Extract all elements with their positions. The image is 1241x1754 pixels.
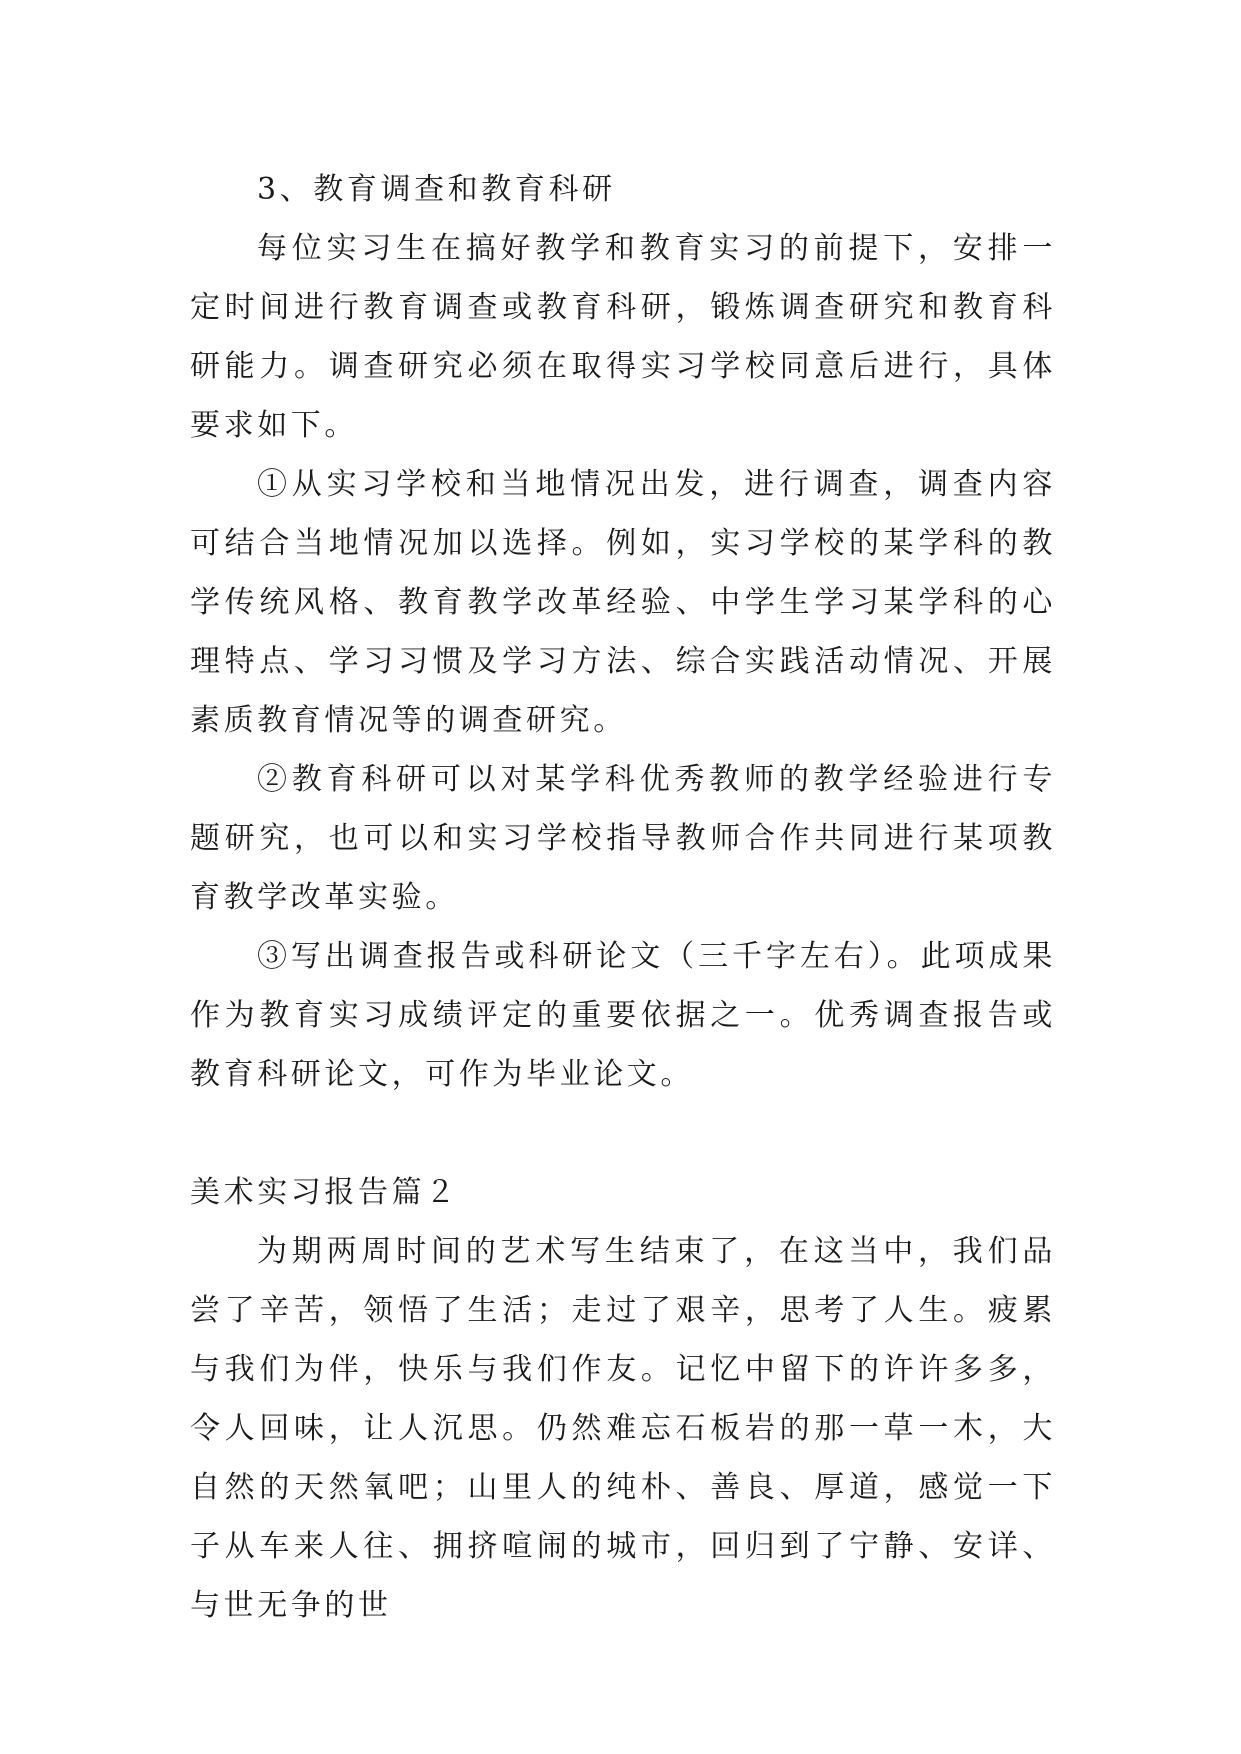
paragraph-item-2: ②教育科研可以对某学科优秀教师的教学经验进行专题研究，也可以和实习学校指导教师合作共同进行某项教育教学改革实验。	[190, 762, 1056, 915]
paragraph-intro: 每位实习生在搞好教学和教育实习的前提下，安排一定时间进行教育调查或教育科研，锻炼调查研究和教育科研能力。调查研究必须在取得实习学校同意后进行，具体要求如下。	[190, 231, 1056, 443]
paragraph-item-3: ③写出调查报告或科研论文（三千字左右）。此项成果作为教育实习成绩评定的重要依据之一。优秀调查报告或教育科研论文，可作为毕业论文。	[190, 939, 1056, 1092]
subsection-heading: 3、教育调查和教育科研	[257, 172, 616, 207]
paragraph-item-1: ①从实习学校和当地情况出发，进行调查，调查内容可结合当地情况加以选择。例如，实习学校的某学科的教学传统风格、教育教学改革经验、中学生学习某学科的心理特点、学习习惯及学习方法、综合实践活动情况、开展素质教育情况等的调查研究。	[190, 467, 1056, 738]
paragraph-report: 为期两周时间的艺术写生结束了，在这当中，我们品尝了辛苦，领悟了生活；走过了艰辛，思考了人生。疲累与我们为伴，快乐与我们作友。记忆中留下的许许多多，令人回味，让人沉思。仍然难忘石板岩的那一草一木，大自然的天然氧吧；山里人的纯朴、善良、厚道，感觉一下子从车来人往、拥挤喧闹的城市，回归到了宁静、安详、与世无争的世	[190, 1234, 1056, 1623]
document-body	[190, 160, 1056, 1635]
section-title: 美术实习报告篇２	[190, 1175, 459, 1210]
